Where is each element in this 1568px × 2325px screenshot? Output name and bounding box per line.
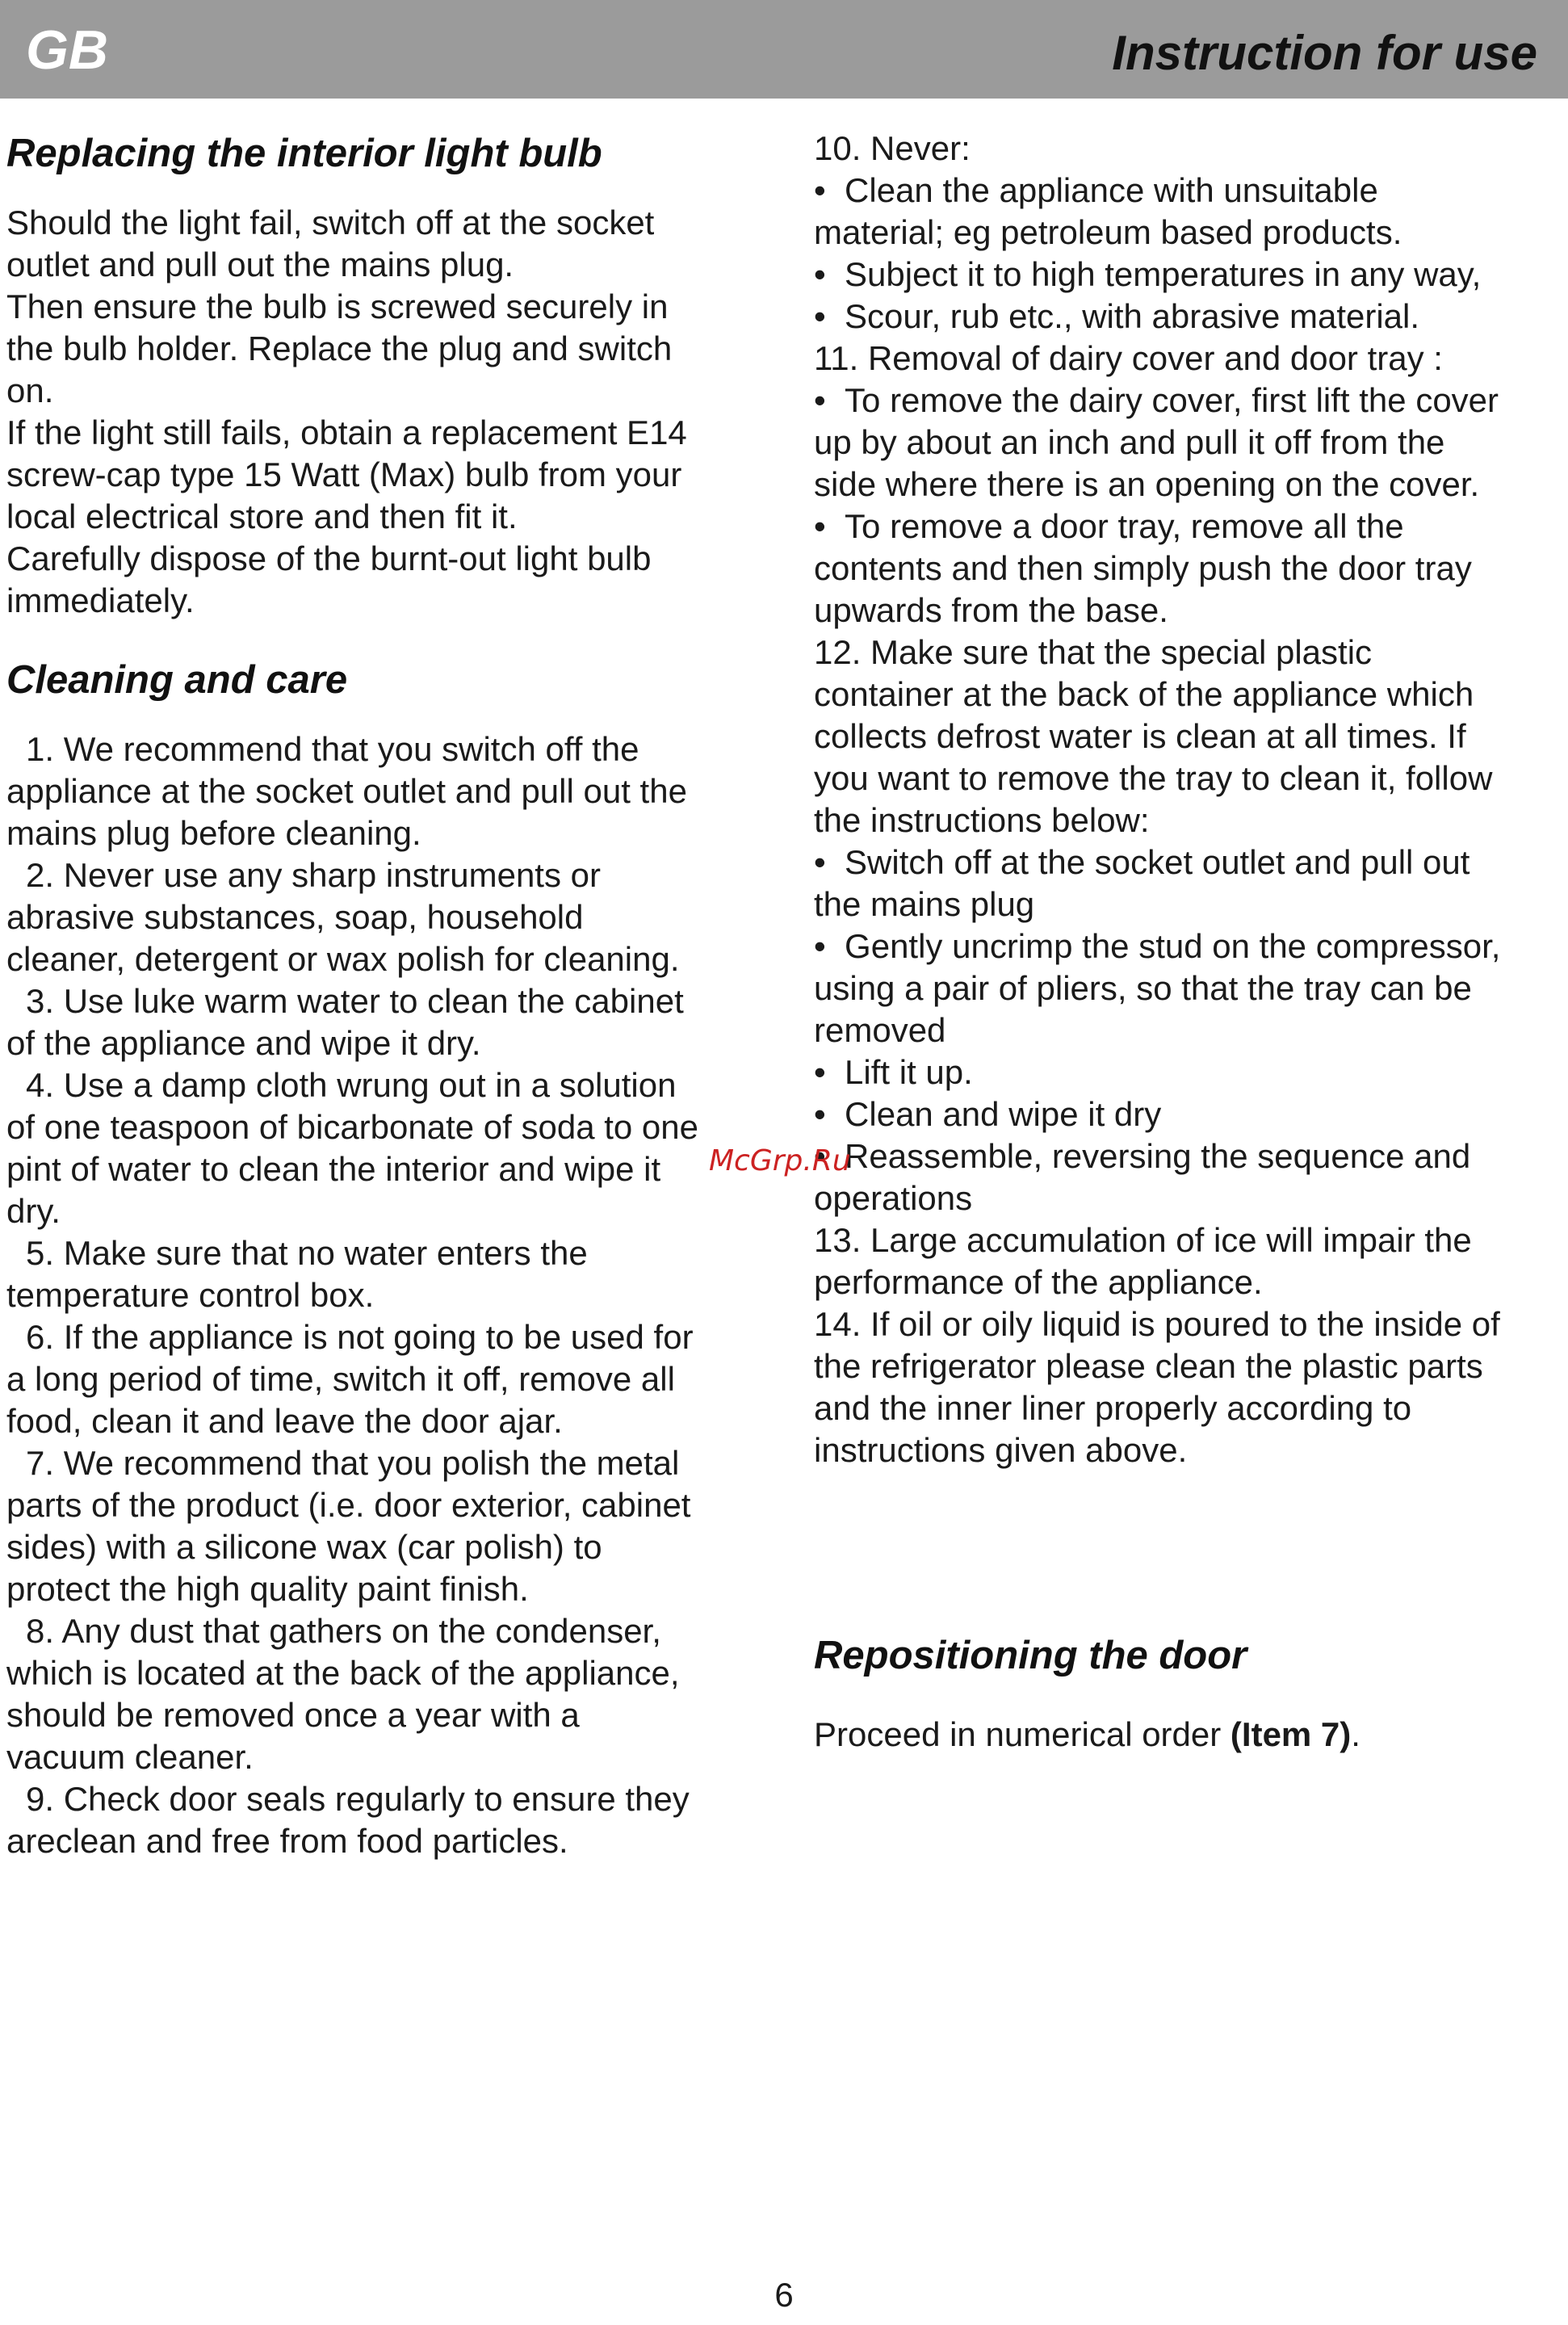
text-line: outlet and pull out the mains plug. — [6, 246, 514, 283]
text-line: 9. Check door seals regularly to ensure they — [26, 1780, 690, 1818]
page-number: 6 — [774, 2276, 794, 2314]
text-line: on. — [6, 371, 54, 409]
text-line: local electrical store and then fit it. — [6, 497, 518, 535]
text-line: sides) with a silicone wax (car polish) to — [6, 1528, 602, 1566]
right-column — [814, 128, 1565, 1756]
bullet-line: • Clean the appliance with unsuitable — [814, 170, 1565, 212]
text-line: vacuum cleaner. — [6, 1738, 254, 1776]
care-continued-text — [814, 128, 1565, 1471]
section-title-light-bulb: Replacing the interior light bulb — [6, 132, 602, 175]
text-line: food, clean it and leave the door ajar. — [6, 1402, 563, 1440]
text-line: appliance at the socket outlet and pull out the — [6, 772, 687, 810]
text-line: upwards from the base. — [814, 591, 1168, 629]
text-line: 6. If the appliance is not going to be used for — [26, 1318, 694, 1356]
bullet-line: • Lift it up. — [814, 1051, 1565, 1093]
light-bulb-text — [6, 202, 765, 622]
text-line: 1. We recommend that you switch off the — [26, 730, 639, 768]
bullet-line: • Scour, rub etc., with abrasive material. — [814, 296, 1565, 338]
text-line: cleaner, detergent or wax polish for cleaning. — [6, 940, 680, 978]
section-title-cleaning: Cleaning and care — [6, 658, 348, 702]
left-column — [6, 129, 765, 1862]
text-line: 13. Large accumulation of ice will impair the — [814, 1221, 1472, 1259]
bullet-line: • To remove the dairy cover, first lift the cover — [814, 380, 1565, 422]
text-line: side where there is an opening on the cover. — [814, 465, 1480, 503]
text-line: 8. Any dust that gathers on the condenser, — [26, 1612, 661, 1650]
text-line: 7. We recommend that you polish the metal — [26, 1444, 680, 1482]
text-line: Then ensure the bulb is screwed securely in — [6, 287, 669, 325]
text-line: protect the high quality paint finish. — [6, 1570, 529, 1608]
page-header — [0, 0, 1568, 99]
section-title-door: Repositioning the door — [814, 1634, 1247, 1677]
cleaning-text — [6, 728, 765, 1862]
text-line: container at the back of the appliance which — [814, 675, 1474, 713]
bullet-line: • Switch off at the socket outlet and pull out — [814, 841, 1565, 883]
watermark: McGrp.Ru — [709, 1144, 851, 1177]
text-line: If the light still fails, obtain a replacement E14 — [6, 413, 687, 451]
text-line: collects defrost water is clean at all times. If — [814, 717, 1466, 755]
text-line: 11. Removal of dairy cover and door tray : — [814, 339, 1443, 377]
text-line: abrasive substances, soap, household — [6, 898, 584, 936]
document-title: Instruction for use — [1112, 26, 1537, 80]
language-label: GB — [26, 19, 108, 81]
text-line: 12. Make sure that the special plastic — [814, 633, 1373, 671]
bullet-line: • Subject it to high temperatures in any way, — [814, 254, 1565, 296]
bullet-line: • Reassemble, reversing the sequence and — [814, 1135, 1565, 1177]
text-line: contents and then simply push the door tray — [814, 549, 1472, 587]
text-line: parts of the product (i.e. door exterior, cabinet — [6, 1486, 691, 1524]
text-line: dry. — [6, 1192, 61, 1230]
text-line: immediately. — [6, 581, 195, 619]
door-instruction-text: Proceed in numerical order — [814, 1715, 1231, 1753]
text-line: using a pair of pliers, so that the tray can be — [814, 969, 1472, 1007]
text-line: mains plug before cleaning. — [6, 814, 421, 852]
text-line: the instructions below: — [814, 801, 1150, 839]
text-line: temperature control box. — [6, 1276, 375, 1314]
bullet-line: • Clean and wipe it dry — [814, 1093, 1565, 1135]
text-line: 3. Use luke warm water to clean the cabinet — [26, 982, 684, 1020]
text-line: a long period of time, switch it off, remove all — [6, 1360, 675, 1398]
text-line: removed — [814, 1011, 946, 1049]
text-line: 14. If oil or oily liquid is poured to the inside of — [814, 1305, 1500, 1343]
text-line: you want to remove the tray to clean it, follow — [814, 759, 1493, 797]
text-line: the mains plug — [814, 885, 1035, 923]
text-line: pint of water to clean the interior and wipe it — [6, 1150, 661, 1188]
text-line: 5. Make sure that no water enters the — [26, 1234, 588, 1272]
text-line: areclean and free from food particles. — [6, 1822, 568, 1860]
text-line: Should the light fail, switch off at the socket — [6, 204, 655, 241]
door-instruction — [814, 1714, 1565, 1756]
text-line: the bulb holder. Replace the plug and switch — [6, 329, 673, 367]
text-line: which is located at the back of the appliance, — [6, 1654, 680, 1692]
text-line: and the inner liner properly according to — [814, 1389, 1412, 1427]
item-reference: (Item 7) — [1230, 1715, 1352, 1753]
text-line: 4. Use a damp cloth wrung out in a solution — [26, 1066, 677, 1104]
bullet-line: • To remove a door tray, remove all the — [814, 506, 1565, 548]
text-line: should be removed once a year with a — [6, 1696, 580, 1734]
text-line: the refrigerator please clean the plastic parts — [814, 1347, 1483, 1385]
text-line: 10. Never: — [814, 129, 971, 167]
text-line: up by about an inch and pull it off from the — [814, 423, 1445, 461]
text-line: instructions given above. — [814, 1431, 1188, 1469]
text-line: of one teaspoon of bicarbonate of soda to one — [6, 1108, 699, 1146]
text-line: material; eg petroleum based products. — [814, 213, 1402, 251]
text-line: operations — [814, 1179, 973, 1217]
text-line: of the appliance and wipe it dry. — [6, 1024, 481, 1062]
door-instruction-end: . — [1351, 1715, 1360, 1753]
text-line: screw-cap type 15 Watt (Max) bulb from your — [6, 455, 682, 493]
text-line: Carefully dispose of the burnt-out light bulb — [6, 539, 652, 577]
text-line: 2. Never use any sharp instruments or — [26, 856, 601, 894]
text-line: performance of the appliance. — [814, 1263, 1263, 1301]
bullet-line: • Gently uncrimp the stud on the compressor, — [814, 925, 1565, 967]
